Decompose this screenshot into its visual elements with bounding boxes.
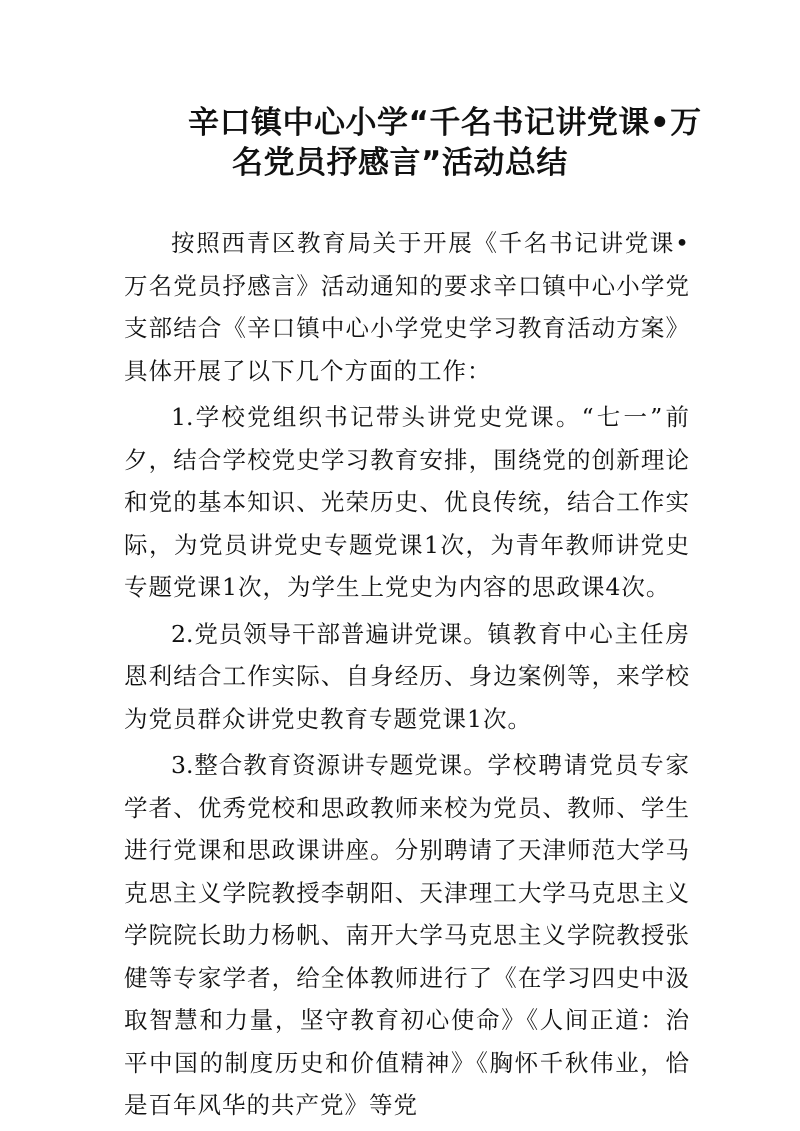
section-1-paragraph bbox=[124, 396, 690, 609]
intro-paragraph: 按照西青区教育局关于开展《千名书记讲党课•万名党员抒感言》活动通知的要求辛口镇中心小学党支部结合《辛口镇中心小学党史学习教育活动方案》具体开展了以下几个方面的工作： bbox=[124, 229, 690, 385]
section-3-heading: 3.整合教育资源讲专题党课。 bbox=[171, 751, 488, 779]
section-1-heading: 1.学校党组织书记带头讲党史党课。 bbox=[171, 403, 582, 431]
section-3-text: 学校聘请党员专家学者、优秀党校和思政教师来校为党员、教师、学生进行党课和思政课讲座。分别聘请了天津师范大学马克思主义学院教授李朝阳、天津理工大学马克思主义学院院长助力杨帆、南开大学马克思主义学院教授张健等专家学者，给全体教师进行了《在学习四史中汲取智慧和力量，坚守教育初心使命》《人间正道：治平中国的制度历史和价值精神》《胸怀千秋伟业，恰是百年风华的共产党》等党 bbox=[124, 751, 691, 1119]
section-3-paragraph bbox=[124, 744, 690, 1127]
document-title-line-1: 辛口镇中心小学“千名书记讲党课•万 bbox=[188, 105, 702, 141]
document-title-line-2: 名党员抒感言”活动总结 bbox=[232, 145, 568, 181]
section-2-paragraph bbox=[124, 613, 690, 741]
document-body bbox=[124, 222, 690, 1131]
section-1-text: “七一”前夕，结合学校党史学习教育安排，围绕党的创新理论和党的基本知识、光荣历史、优良传统，结合工作实际，为党员讲党史专题党课1次，为青年教师讲党史专题党课1次，为学生上党史为内容的思政课4次。 bbox=[124, 403, 690, 601]
section-2-text: 镇教育中心主任房恩利结合工作实际、自身经历、身边案例等，来学校为党员群众讲党史教育专题党课1次。 bbox=[124, 619, 691, 733]
section-2-heading: 2.党员领导干部普遍讲党课。 bbox=[171, 619, 488, 648]
